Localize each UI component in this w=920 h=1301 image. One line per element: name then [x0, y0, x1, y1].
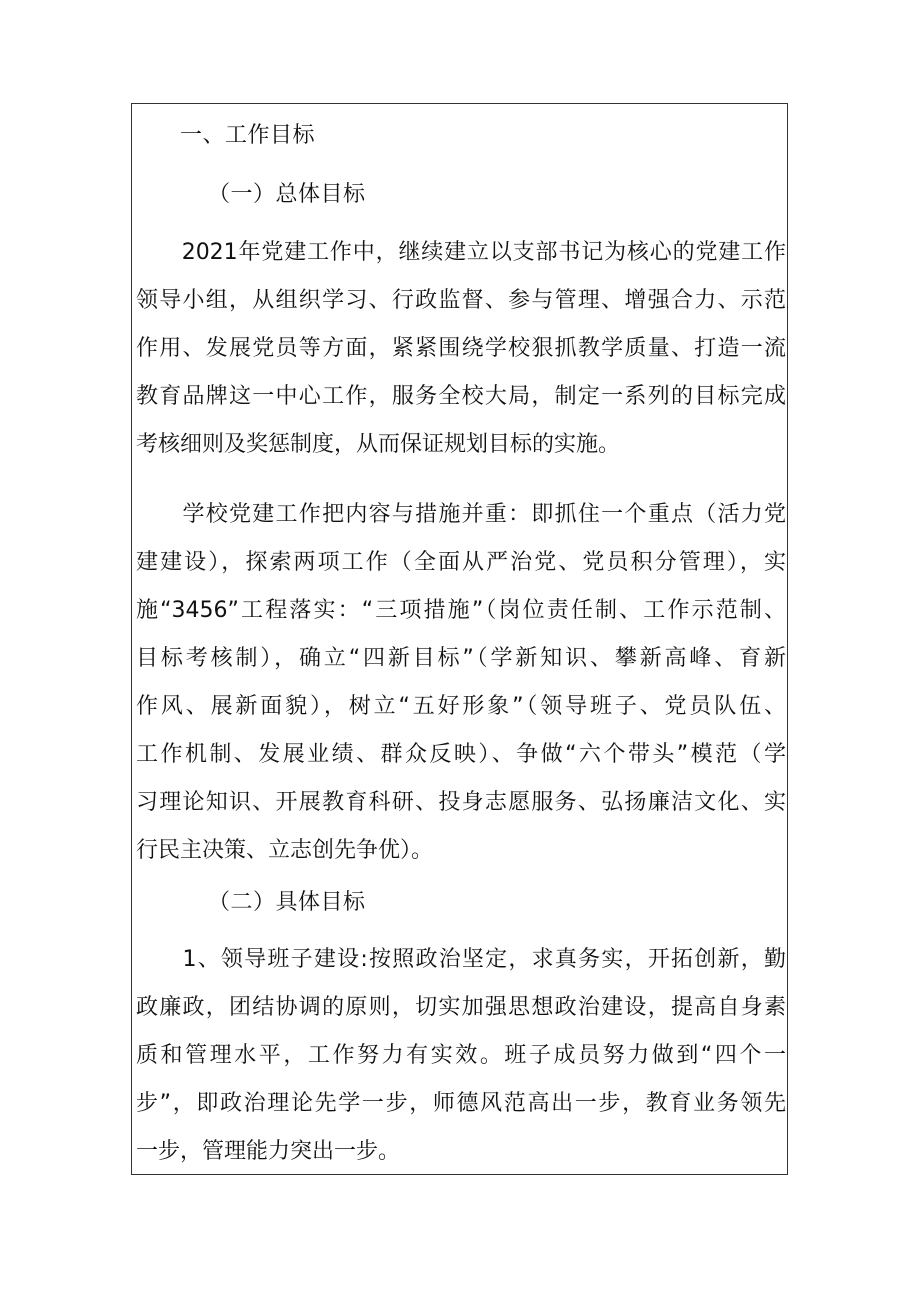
- paragraph-line: 2021年党建工作中，继续建立以支部书记为核心的党建工作: [136, 240, 786, 265]
- paragraph-line: 行民主决策、立志创先争优）。: [136, 838, 434, 863]
- paragraph-line: 目标考核制），确立“四新目标”（学新知识、攀新高峰、育新: [136, 646, 786, 671]
- paragraph-line: 一步，管理能力突出一步。: [136, 1139, 401, 1164]
- subheading-specific-goals: （二）具体目标: [208, 890, 366, 915]
- paragraph-line: 学校党建工作把内容与措施并重：即抓住一个重点（活力党: [136, 502, 786, 527]
- paragraph-line: 政廉政，团结协调的原则，切实加强思想政治建设，提高自身素: [136, 995, 786, 1020]
- paragraph-line: 习理论知识、开展教育科研、投身志愿服务、弘扬廉洁文化、实: [136, 790, 786, 815]
- paragraph-line: 1、领导班子建设:按照政治坚定，求真务实，开拓创新，勤: [136, 947, 786, 972]
- paragraph-line: 质和管理水平，工作努力有实效。班子成员努力做到“四个一: [136, 1043, 786, 1068]
- paragraph-line: 作用、发展党员等方面，紧紧围绕学校狠抓教学质量、打造一流: [136, 336, 786, 361]
- paragraph-line: 工作机制、发展业绩、群众反映）、争做“六个带头”模范（学: [136, 742, 786, 767]
- paragraph-overall-goals: [136, 229, 786, 469]
- subheading-overall-goals: （一）总体目标: [208, 182, 366, 207]
- paragraph-line: 教育品牌这一中心工作，服务全校大局，制定一系列的目标完成: [136, 384, 786, 409]
- paragraph-line: 作风、展新面貌），树立“五好形象”（领导班子、党员队伍、: [136, 694, 786, 719]
- paragraph-party-building-measures: [136, 491, 786, 875]
- section-heading: 一、工作目标: [180, 123, 316, 148]
- paragraph-leadership-building: [136, 936, 786, 1176]
- paragraph-line: 步”，即政治理论先学一步，师德风范高出一步，教育业务领先: [136, 1091, 786, 1116]
- paragraph-line: 施“3456”工程落实：“三项措施”（岗位责任制、工作示范制、: [136, 598, 786, 623]
- paragraph-line: 建建设），探索两项工作（全面从严治党、党员积分管理），实: [136, 550, 786, 575]
- paragraph-line: 领导小组，从组织学习、行政监督、参与管理、增强合力、示范: [136, 288, 786, 313]
- paragraph-line: 考核细则及奖惩制度，从而保证规划目标的实施。: [136, 432, 621, 457]
